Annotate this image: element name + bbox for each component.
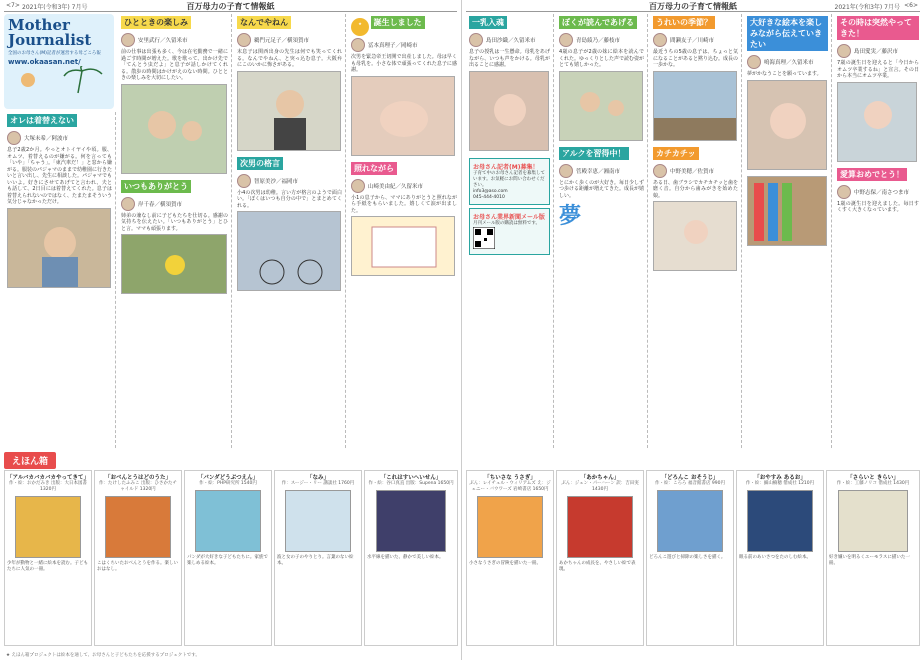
author-avatar bbox=[653, 33, 667, 47]
book-meta: 作・絵：PHP研究所 1540円 bbox=[199, 481, 257, 486]
author-avatar bbox=[559, 164, 573, 178]
palm-tree-icon bbox=[8, 66, 108, 94]
newborn-photo bbox=[351, 76, 455, 156]
author-avatar bbox=[837, 185, 851, 199]
article-author: 間瀬友子／川崎市 bbox=[653, 33, 738, 47]
book-cover bbox=[657, 490, 723, 552]
article-title: 次男の格言 bbox=[237, 157, 283, 170]
book-title: 「おべんとうはどのうた」 bbox=[104, 475, 171, 481]
issue-date-right: 2021年(令和3年) 7月号 bbox=[834, 4, 900, 11]
book-title: 「ちいさな うさぎ」 bbox=[484, 475, 536, 481]
book-meta: 作・絵：ころろ 福音館書店 990円 bbox=[655, 481, 725, 486]
book-meta: ぶん：ジェン・パーハーン 訳：吉田実 1430円 bbox=[561, 481, 639, 492]
book-card[interactable] bbox=[826, 470, 920, 646]
book-meta: 作：スージー・リー 講談社 1760円 bbox=[281, 481, 355, 486]
author-avatar bbox=[121, 33, 135, 47]
column-article-1 bbox=[4, 112, 116, 448]
article-author: 鳴海真理／久留米市 bbox=[747, 55, 828, 69]
nursing-photo bbox=[469, 71, 549, 151]
header-title-left: 百万母力の子育て情報紙 bbox=[186, 2, 275, 11]
author-avatar bbox=[121, 197, 135, 211]
recruit-box bbox=[469, 158, 550, 205]
book-cover bbox=[567, 496, 633, 558]
child-photo bbox=[7, 208, 111, 288]
article-author: 菅殿幸恵／湘南市 bbox=[559, 164, 644, 178]
author-avatar bbox=[469, 33, 483, 47]
author-avatar bbox=[237, 33, 251, 47]
header-rule bbox=[466, 11, 920, 12]
article-body: 1歳の誕生日を迎えました。毎日すくすく大きくなっています。 bbox=[837, 200, 919, 213]
page-number-right: <6> bbox=[904, 2, 918, 9]
article-title: 照れながら bbox=[351, 162, 397, 175]
article-title: アルクを習得中！ bbox=[559, 147, 629, 160]
article-body: 末息子は関西出身の先生は何でも笑ってくれる。なんでやねん、と突っ込む息子。大阪弁にこのいかに怖さがある。 bbox=[237, 49, 342, 68]
book-title: 「おやすみ あるお」 bbox=[754, 475, 806, 481]
reading-photo bbox=[559, 71, 643, 141]
book-card[interactable] bbox=[466, 470, 554, 646]
toddler-photo bbox=[653, 201, 737, 271]
book-meta: 作・絵：細山楠穂 偕成社 1210円 bbox=[745, 481, 815, 486]
article-author: 島田沙織／久留米市 bbox=[469, 33, 550, 47]
column-article-r4 bbox=[744, 14, 832, 448]
book-description: どろんこ遊びと掃除の楽しさを描く。 bbox=[649, 555, 726, 560]
article-author: 岸千春／横須賀市 bbox=[121, 197, 228, 211]
family-photo bbox=[121, 84, 227, 174]
book-description: あかちゃんの成長を、やさしい絵で表現。 bbox=[559, 561, 636, 572]
article-body: 小1の息子から、ママにありがとうと照れながら手紙をもらいました。嬉しくて涙が出ました。 bbox=[351, 194, 457, 214]
bicycle-photo bbox=[237, 211, 341, 291]
book-cover bbox=[838, 490, 908, 552]
right-page bbox=[462, 0, 924, 660]
book-card[interactable] bbox=[4, 470, 92, 646]
article-title: カチカチッ bbox=[653, 147, 699, 160]
book-title: 「これはすいへいせん」 bbox=[380, 475, 442, 481]
article-body: 次男を緊急帝王切開で出産しました。母は早くも母乳を。小さな体で頑張ってくれた息子に感謝。 bbox=[351, 54, 457, 73]
book-card[interactable] bbox=[736, 470, 824, 646]
article-author: 安里武行／久留米市 bbox=[121, 33, 228, 47]
book-title: 「さらいと きらい」 bbox=[847, 475, 899, 481]
article-author: 島田愛実／藤沢市 bbox=[837, 44, 919, 58]
logo-url[interactable]: www.okaasan.net/ bbox=[8, 58, 81, 66]
article-author: 山崎美由紀／久留米市 bbox=[351, 179, 457, 193]
book-meta: 作：たけしたふみこ 出版：ひさかたチャイルド 1320円 bbox=[99, 481, 177, 492]
issue-date-left: 2021年(令和3年) 7月号 bbox=[22, 4, 88, 11]
article-title: 一乳入魂 bbox=[469, 16, 507, 29]
book-cover bbox=[285, 490, 351, 552]
column-article-r2 bbox=[556, 14, 648, 448]
book-card[interactable] bbox=[556, 470, 644, 646]
bookshelf-photo bbox=[747, 176, 827, 246]
book-description: 水平線を描いた、静かで美しい絵本。 bbox=[367, 555, 444, 560]
article-title: ひとときの楽しみ bbox=[121, 16, 191, 29]
recruit-tel: 045-444-4010 bbox=[473, 194, 505, 200]
article-body: 7歳の誕生日を迎えると「今日からオムツ卒業するね」と宣言。その日から本当にオムツ卒業。 bbox=[837, 60, 919, 79]
yume-character: 夢 bbox=[559, 203, 582, 229]
book-description: 少年が動物と一緒に絵本を読む。子どもたちに人気の一冊。 bbox=[7, 561, 88, 572]
article-author: 智原美沙／福岡市 bbox=[237, 174, 342, 188]
article-body: 4歳の息子が2歳の妹に絵本を読んでくれた。ゆっくりとした声で読む姿がとても嬉しかった。 bbox=[559, 49, 644, 68]
book-card[interactable] bbox=[184, 470, 272, 646]
book-title: 「どろんこ おそうじ」 bbox=[661, 475, 719, 481]
book-description: 眠る前のあいさつをたのしむ絵本。 bbox=[739, 555, 811, 560]
article-title: 誕生しました bbox=[371, 16, 425, 29]
logo-subtitle: 全国のお母さん(M)記者が運営する母ごころ報 bbox=[8, 51, 101, 56]
article-author: 中野美穂／佐賀市 bbox=[653, 164, 738, 178]
book-description: 小さなうさぎの冒険を描いた一冊。 bbox=[469, 561, 541, 566]
article-title: 大好きな絵本を楽しみながら伝えていきたい bbox=[747, 16, 828, 51]
article-title: 愛算おめでとう！ bbox=[837, 168, 907, 181]
article-title: いつもありがとう bbox=[121, 180, 191, 193]
book-cover bbox=[376, 490, 446, 552]
article-author: 冨本真理子／岡崎市 bbox=[351, 38, 457, 52]
article-body: 息子の授乳は一生懸命。母乳をあげながら、いつも声をかける。母乳が出ることに感謝。 bbox=[469, 49, 550, 68]
newsletter-body: 月刊メール版の購読は無料です。 bbox=[473, 220, 541, 226]
book-card[interactable] bbox=[274, 470, 362, 646]
ehon-section-bar bbox=[4, 452, 457, 468]
newsletter-title: お母さん業界新聞メール版 bbox=[473, 213, 545, 221]
book-meta: 作・絵：谷口真直 出版：Supena 1650円 bbox=[368, 481, 454, 486]
column-article-4 bbox=[348, 14, 460, 448]
article-body: 前の仕事は出張も多く、今は在宅勤務で一緒に過ごす時間が増えた。歌を歌って、出かけ先で「てんとう虫だよ」と息子が話しかけてくれる。散歩の時間はかけがえのない時間。ひとときの楽しみを大切にしたい。 bbox=[121, 49, 228, 81]
book-cover bbox=[195, 490, 261, 552]
article-body: 小4の次男は幼稚。言い方が格言のようで面白い。「ぼくはいつも自分の中で」とまとめてくれる。 bbox=[237, 189, 342, 209]
footnote: ★ えほん箱プロジェクトは絵本を通して、お母さんと子どもたちを応援するプロジェクトです。 bbox=[6, 653, 200, 658]
book-description: 波と女の子のやりとり。言葉のない絵本。 bbox=[277, 555, 354, 566]
article-title: なんでやねん bbox=[237, 16, 291, 29]
author-avatar bbox=[559, 33, 573, 47]
author-avatar bbox=[7, 131, 21, 145]
logo-title-line1: Mother bbox=[8, 16, 70, 34]
article-body: ある日、歯ブラシでカチカチッと歯を磨く音。自分から歯みがきを始めた娘。 bbox=[653, 179, 738, 199]
book-meta: 作・絵：おかだみき 出版：大日本図書 1320円 bbox=[9, 481, 87, 492]
author-avatar bbox=[351, 179, 365, 193]
book-card[interactable] bbox=[364, 470, 458, 646]
article-author: 中野志保／南さつま市 bbox=[837, 185, 919, 199]
column-article-3 bbox=[234, 14, 346, 448]
book-title: 「なみ」 bbox=[306, 475, 329, 481]
book-meta: ぶん：レイチェル・ウィリアムズ え：ジェニー・バウワーズ 岩崎書店 1650円 bbox=[469, 481, 551, 492]
outdoor-photo bbox=[653, 71, 737, 141]
article-author: 青島綾乃／藤枝市 bbox=[559, 33, 644, 47]
author-avatar bbox=[237, 174, 251, 188]
book-description: パンダが大好きな子どもたちに。家族で楽しめる絵本。 bbox=[187, 555, 268, 566]
newsletter-box bbox=[469, 208, 550, 255]
book-title: 「パンダどうぶつえん」 bbox=[197, 475, 259, 481]
author-avatar bbox=[653, 164, 667, 178]
article-body: とにかく歩くのが大好き。毎日少しずつ歩ける距離が増えてきた。成長が嬉しい。 bbox=[559, 179, 645, 199]
book-title: 「あかちゃん」 bbox=[580, 475, 620, 481]
book-meta: 作・絵：工藤ノリコ 偕成社 1430円 bbox=[836, 481, 910, 486]
author-avatar bbox=[351, 38, 365, 52]
recruit-body: 子育て中のお母さん記者を募集しています。お気軽にお問い合わせください。 bbox=[473, 170, 545, 188]
book-card[interactable] bbox=[646, 470, 734, 646]
book-title: 「アルバカバカバカやってきて」 bbox=[7, 475, 89, 481]
column-article-r5 bbox=[834, 14, 922, 448]
column-article-r3 bbox=[650, 14, 742, 448]
book-description: 好き嫌いを明るくユーモラスに描いた一冊。 bbox=[829, 555, 910, 566]
book-description: こはくちいたおべんとうを作る。楽しいおはなし。 bbox=[97, 561, 178, 572]
book-cover bbox=[477, 496, 543, 558]
child-photo bbox=[837, 82, 917, 162]
article-title: その時は突然やってきた！ bbox=[837, 16, 919, 40]
recruit-email[interactable]: info3@aso.com bbox=[473, 188, 508, 194]
boy-photo bbox=[237, 71, 341, 151]
author-avatar bbox=[747, 55, 761, 69]
article-body: 夢がかなうことを願っています。 bbox=[747, 71, 822, 77]
article-author: 大塚未希／阿波市 bbox=[7, 131, 112, 145]
author-avatar bbox=[837, 44, 851, 58]
article-body: 最近うちの5歳の息子は、ちょっと気になることがあると黙り込む。成長の一歩かな。 bbox=[653, 49, 739, 68]
page-number-left: <7> bbox=[6, 2, 20, 9]
article-title: うれいの季節？ bbox=[653, 16, 715, 29]
header-title-right: 百万母力の子育て情報紙 bbox=[649, 2, 737, 11]
article-body: 息子2歳2か月。やっとオトイヤイや頃。服、オムツ、着替えるのが嫌がる。何を言っても「いや」「ちゃう」。「東汽車だ！」と窓から嫌がる。服装のパジャマのままで幼稚園に行きたいと言い出し、先生に相談した。パジャマでもいいよ。好きにさせてあげてと言われ、夫とも話して、2日目には着替えてくれた。息子は着替えられないのではなく、たまたまそういう気分じゃなかっただけ。 bbox=[7, 147, 112, 205]
article-author: 鵜門元足子／横須賀市 bbox=[237, 33, 342, 47]
flower-photo bbox=[121, 234, 227, 294]
book-cover bbox=[105, 496, 171, 558]
column-article-2 bbox=[118, 14, 232, 448]
book-card[interactable] bbox=[94, 470, 182, 646]
qr-code-icon[interactable] bbox=[473, 227, 495, 249]
baby-photo bbox=[747, 80, 827, 170]
article-body: 姉弟の兼なし前に子どもたちを仕切る。感謝の気持ちを伝えたい。「いつもありがとう」とひと言。ママも頑張ります。 bbox=[121, 212, 228, 232]
letter-photo bbox=[351, 216, 455, 276]
logo-title-line2: Journalist bbox=[8, 31, 92, 49]
anniversary-badge: ★ bbox=[351, 18, 369, 36]
book-cover bbox=[15, 496, 81, 558]
article-title: オレは着替えない bbox=[7, 114, 77, 127]
mother-journalist-logo bbox=[4, 14, 114, 109]
book-cover bbox=[747, 490, 813, 552]
ehon-section-title: えほん箱 bbox=[4, 452, 56, 469]
recruit-title: お母さん記者(M)募集！ bbox=[473, 163, 539, 171]
header-rule bbox=[4, 11, 457, 12]
column-article-r1 bbox=[466, 14, 554, 448]
article-title: ぼくが読んであげる bbox=[559, 16, 637, 29]
